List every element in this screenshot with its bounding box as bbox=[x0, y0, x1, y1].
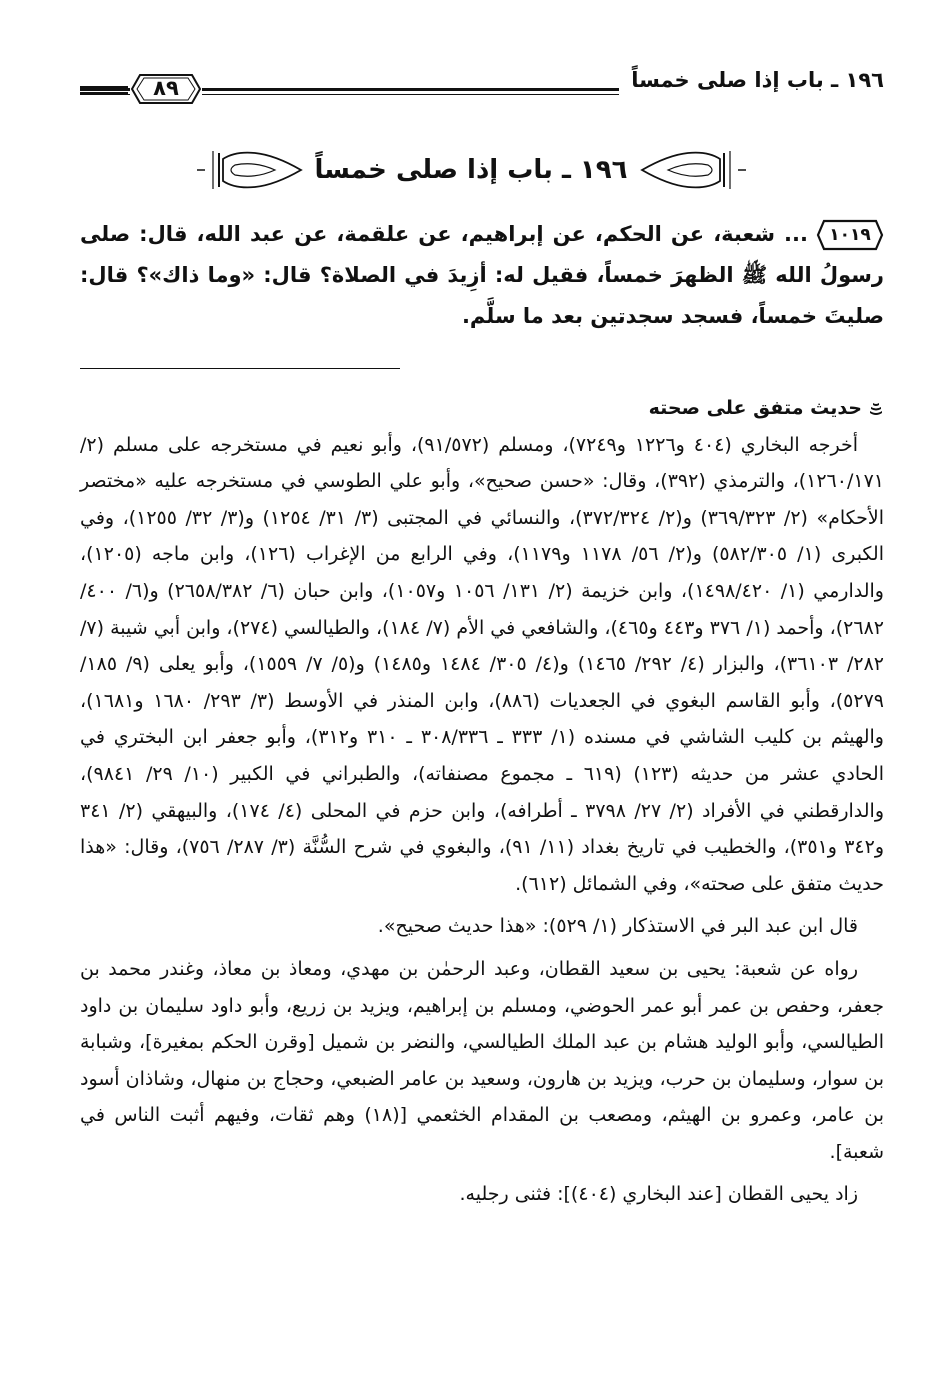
grade-bullet-icon bbox=[868, 401, 884, 417]
header-left-dash bbox=[80, 86, 128, 96]
footnote-separator bbox=[80, 368, 400, 369]
ornament-right-icon bbox=[638, 145, 748, 195]
hadith-text: ... شعبة، عن الحكم، عن إبراهيم، عن علقمة، عن عبد الله، قال: صلى رسولُ الله ﷺ الظهرَ خمساً، فقيل له: أزِيدَ في الصلاة؟ قال: «وما ذاك»؟ قال: صليتَ خمساً، فسجد سجدتين بعد ما سلَّم. bbox=[80, 222, 884, 328]
hadith-text-block bbox=[80, 214, 884, 337]
header-rule bbox=[80, 58, 619, 102]
page-number-badge bbox=[130, 72, 202, 106]
takhrij-paragraph: أخرجه البخاري (٤٠٤ و١٢٢٦ و٧٢٤٩)، ومسلم (٩١/٥٧٢)، وأبو نعيم في مستخرجه على مسلم (٢/ ١٢٦٠/١٧١)، والترمذي (٣٩٢)، وقال: «حسن صحيح»، وأبو علي الطوسي في مستخرجه عليه «مختصر الأحكام» (٢/ ٣٦٩/٣٢٣) و(٢/ ٣٧٢/٣٢٤)، والنسائي في المجتبى (٣/ ٣١/ ١٢٥٤) و(٣/ ٣٢/ ١٢٥٥)، وفي الكبرى (١/ ٥٨٢/٣٠٥) و(٢/ ٥٦/ ١١٧٨ و١١٧٩)، وفي الرابع من الإغراب (١٢٦)، وابن ماجه (١٢٠٥)، والدارمي (١/ ١٤٩٨/٤٢٠)، وابن خزيمة (٢/ ١٣١/ ١٠٥٦ و١٠٥٧)، وابن حبان (٦/ ٢٦٥٨/٣٨٢) و(٦/ ٤٠٠/ ٢٦٨٢)، وأحمد (١/ ٣٧٦ و٤٤٣ و٤٦٥)، والشافعي في الأم (٧/ ١٨٤)، والطيالسي (٢٧٤)، وابن أبي شيبة (٧/ ٢٨٢/ ٣٦١٠٣)، والبزار (٤/ ٢٩٢/ ١٤٦٥) و(٤/ ٣٠٥/ ١٤٨٤ و١٤٨٥) و(٥/ ٧/ ١٥٥٩)، وأبو يعلى (٩/ ١٨٥/ ٥٢٧٩)، وأبو القاسم البغوي في الجعديات (٨٨٦)، وابن المنذر في الأوسط (٣/ ٢٩٣/ ١٦٨٠ و١٦٨١)، والهيثم بن كليب الشاشي في مسنده (١/ ٣٣٣ ـ ٣٠٨/٣٣٦ ـ ٣١٠ و٣١٢)، وأبو جعفر ابن البختري في الحادي عشر من حديثه (١٢٣) (٦١٩ ـ مجموع مصنفاته)، والطبراني في الكبير (١٠/ ٢٩/ ٩٨٤١)، والدارقطني في الأفراد (٢/ ٢٧/ ٣٧٩٨ ـ أطرافه)، وابن حزم في المحلى (٤/ ١٧٤)، والبيهقي (٢/ ٣٤١ و٣٤٢ و٣٥١)، والخطيب في تاريخ بغداد (١١/ ٩١)، والبغوي في شرح السُّنَّة (٣/ ٢٨٧/ ٧٥٦)، وقال: «هذا حديث متفق على صحته»، وفي الشمائل (٦١٢). bbox=[80, 433, 884, 895]
addition-paragraph: زاد يحيى القطان [عند البخاري (٤٠٤)]: فثنى رجليه. bbox=[459, 1183, 858, 1206]
running-title: ١٩٦ ـ باب إذا صلى خمساً bbox=[631, 68, 884, 92]
ibn-abd-albarr-paragraph: قال ابن عبد البر في الاستذكار (١/ ٥٢٩): «هذا حديث صحيح». bbox=[377, 915, 858, 938]
running-header bbox=[80, 58, 884, 102]
chapter-title: ١٩٦ ـ باب إذا صلى خمساً bbox=[314, 155, 628, 185]
page-number: ٨٩ bbox=[153, 76, 179, 100]
chapter-heading bbox=[0, 140, 942, 200]
hadith-number-badge bbox=[816, 219, 884, 251]
grade-text: حديث متفق على صحته bbox=[648, 397, 862, 419]
narrators-paragraph: رواه عن شعبة: يحيى بن سعيد القطان، وعبد الرحمٰن بن مهدي، ومعاذ بن معاذ، وغندر محمد بن جعفر، وحفص بن عمر أبو عمر الحوضي، ومسلم بن إبراهيم، ويزيد بن زريع، وأبو داود سليمان بن داود الطيالسي، وأبو الوليد هشام بن عبد الملك الطيالسي، والنضر بن شميل [وقرن الحكم بمغيرة]، وشبابة بن سوار، وسليمان بن حرب، ويزيد بن هارون، وسعيد بن عامر الضبعي، وحجاج بن منهال، وشاذان أسود بن عامر، وعمرو بن الهيثم، ومصعب بن المقدام الخثعمي [(١٨) وهم ثقات، وفيهم أثبت الناس في شعبة]. bbox=[80, 957, 884, 1163]
hadith-number: ١٠١٩ bbox=[829, 225, 871, 245]
grade-line bbox=[80, 390, 884, 427]
takhrij-notes bbox=[80, 390, 884, 1213]
ornament-left-icon bbox=[195, 145, 305, 195]
